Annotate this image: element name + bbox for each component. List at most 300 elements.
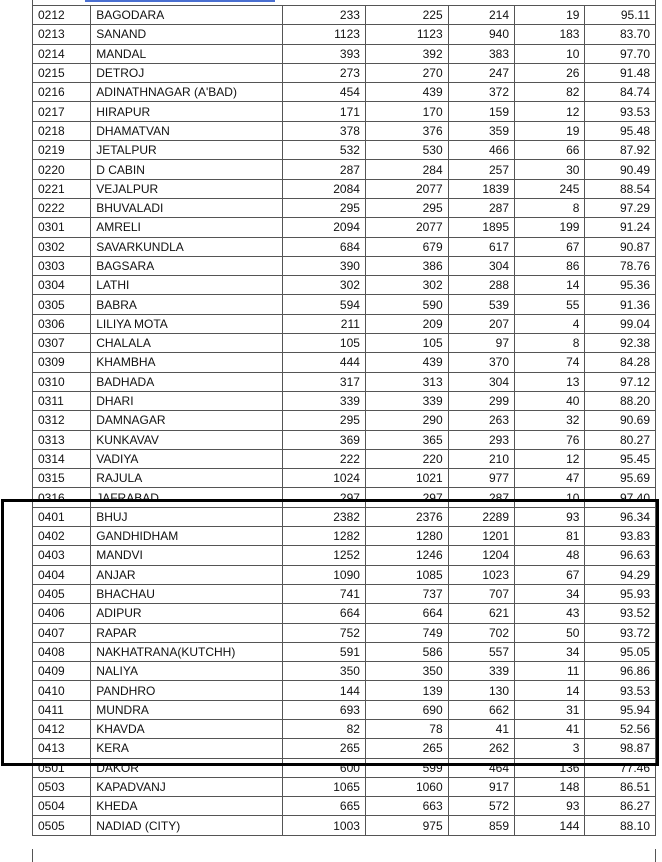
cell-code: 0413 xyxy=(33,739,91,758)
cell-name: KAPADVANJ xyxy=(91,777,283,796)
table-row xyxy=(33,25,656,44)
cell-code: 0505 xyxy=(33,816,91,835)
table-row xyxy=(33,719,656,738)
cell-code: 0315 xyxy=(33,469,91,488)
cell-v3: 1204 xyxy=(448,546,514,565)
cell-v2: 365 xyxy=(365,430,448,449)
cell-code: 0219 xyxy=(33,141,91,160)
cell-v2: 679 xyxy=(365,237,448,256)
cell-v4: 11 xyxy=(515,662,585,681)
cell-v5: 93.53 xyxy=(585,102,656,121)
cell-v3: 41 xyxy=(448,719,514,738)
cell-v1: 444 xyxy=(283,353,366,372)
cell-name: ADIPUR xyxy=(91,604,283,623)
cell-code: 0405 xyxy=(33,584,91,603)
cell-v3: 359 xyxy=(448,121,514,140)
cell-v5: 78.76 xyxy=(585,256,656,275)
cell-code: 0215 xyxy=(33,63,91,82)
cell-name: CHALALA xyxy=(91,334,283,353)
cell-v1: 211 xyxy=(283,314,366,333)
cell-v5: 90.87 xyxy=(585,237,656,256)
cell-v5: 93.53 xyxy=(585,681,656,700)
table-row xyxy=(33,700,656,719)
cell-name: DHARI xyxy=(91,391,283,410)
cell-v2: 297 xyxy=(365,488,448,507)
cell-code: 0222 xyxy=(33,198,91,217)
cell-v5: 95.05 xyxy=(585,642,656,661)
cell-v5: 86.51 xyxy=(585,777,656,796)
cell-v4: 86 xyxy=(515,256,585,275)
cell-v5: 99.04 xyxy=(585,314,656,333)
cell-name: KERA xyxy=(91,739,283,758)
cell-v3: 372 xyxy=(448,83,514,102)
cell-v5: 94.29 xyxy=(585,565,656,584)
table-row xyxy=(33,604,656,623)
cell-v4: 13 xyxy=(515,372,585,391)
table-row xyxy=(33,353,656,372)
cell-name: DAMNAGAR xyxy=(91,411,283,430)
table-row xyxy=(33,739,656,758)
cell-name: KHEDA xyxy=(91,797,283,816)
cell-v1: 295 xyxy=(283,411,366,430)
cell-v1: 339 xyxy=(283,391,366,410)
cell-v1: 233 xyxy=(283,6,366,25)
cell-v5: 86.27 xyxy=(585,797,656,816)
cell-name: BAGSARA xyxy=(91,256,283,275)
cell-code: 0412 xyxy=(33,719,91,738)
cell-v1: 600 xyxy=(283,758,366,777)
cell-code: 0214 xyxy=(33,44,91,63)
cell-v3: 859 xyxy=(448,816,514,835)
table-row xyxy=(33,758,656,777)
cell-v5: 77.46 xyxy=(585,758,656,777)
cell-v1: 265 xyxy=(283,739,366,758)
cell-name: BABRA xyxy=(91,295,283,314)
table-row xyxy=(33,63,656,82)
cell-v2: 530 xyxy=(365,141,448,160)
cell-v5: 95.69 xyxy=(585,469,656,488)
cell-name: LILIYA MOTA xyxy=(91,314,283,333)
cell-code: 0312 xyxy=(33,411,91,430)
cell-v4: 34 xyxy=(515,642,585,661)
cell-v4: 144 xyxy=(515,816,585,835)
cell-v5: 84.28 xyxy=(585,353,656,372)
cell-v1: 1003 xyxy=(283,816,366,835)
cell-v3: 1023 xyxy=(448,565,514,584)
cell-v1: 454 xyxy=(283,83,366,102)
cell-v5: 97.29 xyxy=(585,198,656,217)
cell-v5: 91.48 xyxy=(585,63,656,82)
table-row xyxy=(33,507,656,526)
cell-name: LATHI xyxy=(91,276,283,295)
cell-v3: 977 xyxy=(448,469,514,488)
table-row xyxy=(33,816,656,835)
cell-name: JETALPUR xyxy=(91,141,283,160)
table-row xyxy=(33,44,656,63)
cell-name: BAGODARA xyxy=(91,6,283,25)
cell-code: 0221 xyxy=(33,179,91,198)
cell-name: MUNDRA xyxy=(91,700,283,719)
cell-v2: 590 xyxy=(365,295,448,314)
cell-v5: 96.34 xyxy=(585,507,656,526)
cell-v5: 98.87 xyxy=(585,739,656,758)
cell-v1: 295 xyxy=(283,198,366,217)
table-row xyxy=(33,488,656,507)
cell-v3: 1839 xyxy=(448,179,514,198)
cell-v1: 752 xyxy=(283,623,366,642)
cell-v2: 1246 xyxy=(365,546,448,565)
cell-v2: 105 xyxy=(365,334,448,353)
cell-v3: 383 xyxy=(448,44,514,63)
cell-v1: 693 xyxy=(283,700,366,719)
cell-code: 0402 xyxy=(33,527,91,546)
table-row xyxy=(33,777,656,796)
cell-v1: 532 xyxy=(283,141,366,160)
cell-v5: 91.24 xyxy=(585,218,656,237)
cell-v1: 378 xyxy=(283,121,366,140)
cell-name: ADINATHNAGAR (A'BAD) xyxy=(91,83,283,102)
cell-code: 0310 xyxy=(33,372,91,391)
cell-v1: 222 xyxy=(283,449,366,468)
cell-code: 0401 xyxy=(33,507,91,526)
cell-v4: 31 xyxy=(515,700,585,719)
cell-v4: 48 xyxy=(515,546,585,565)
cell-v5: 96.63 xyxy=(585,546,656,565)
cell-name: DHAMATVAN xyxy=(91,121,283,140)
cell-v3: 707 xyxy=(448,584,514,603)
table-row xyxy=(33,160,656,179)
table-row xyxy=(33,102,656,121)
cell-v2: 376 xyxy=(365,121,448,140)
table-row xyxy=(33,121,656,140)
cell-v5: 97.70 xyxy=(585,44,656,63)
table-row xyxy=(33,141,656,160)
cell-v4: 10 xyxy=(515,44,585,63)
table-body xyxy=(33,6,656,836)
cell-v2: 599 xyxy=(365,758,448,777)
cell-name: MANDAL xyxy=(91,44,283,63)
cell-code: 0216 xyxy=(33,83,91,102)
cell-v3: 702 xyxy=(448,623,514,642)
cell-name: AMRELI xyxy=(91,218,283,237)
table-row xyxy=(33,469,656,488)
cell-name: NADIAD (CITY) xyxy=(91,816,283,835)
cell-v2: 386 xyxy=(365,256,448,275)
cell-v2: 265 xyxy=(365,739,448,758)
cell-v1: 297 xyxy=(283,488,366,507)
table-row xyxy=(33,546,656,565)
cell-code: 0410 xyxy=(33,681,91,700)
table-row xyxy=(33,584,656,603)
cell-v3: 304 xyxy=(448,256,514,275)
cell-v4: 41 xyxy=(515,719,585,738)
cell-v1: 1090 xyxy=(283,565,366,584)
cell-code: 0316 xyxy=(33,488,91,507)
cell-name: DETROJ xyxy=(91,63,283,82)
cell-v2: 663 xyxy=(365,797,448,816)
cell-v3: 466 xyxy=(448,141,514,160)
table-row xyxy=(33,391,656,410)
cell-v4: 199 xyxy=(515,218,585,237)
header-color-strip xyxy=(85,0,275,2)
cell-v1: 393 xyxy=(283,44,366,63)
cell-v3: 617 xyxy=(448,237,514,256)
cell-v3: 917 xyxy=(448,777,514,796)
cell-code: 0306 xyxy=(33,314,91,333)
cell-code: 0314 xyxy=(33,449,91,468)
cell-v4: 12 xyxy=(515,449,585,468)
cell-v4: 32 xyxy=(515,411,585,430)
cell-v4: 8 xyxy=(515,198,585,217)
cell-v4: 34 xyxy=(515,584,585,603)
cell-name: ANJAR xyxy=(91,565,283,584)
cell-v4: 148 xyxy=(515,777,585,796)
table-row xyxy=(33,198,656,217)
cell-v1: 2094 xyxy=(283,218,366,237)
cell-v4: 30 xyxy=(515,160,585,179)
cell-name: BHACHAU xyxy=(91,584,283,603)
table-row xyxy=(33,6,656,25)
cell-v1: 82 xyxy=(283,719,366,738)
cell-v3: 940 xyxy=(448,25,514,44)
cell-v4: 93 xyxy=(515,507,585,526)
cell-v3: 263 xyxy=(448,411,514,430)
cell-v1: 144 xyxy=(283,681,366,700)
cell-name: KUNKAVAV xyxy=(91,430,283,449)
cell-name: RAPAR xyxy=(91,623,283,642)
cell-v5: 83.70 xyxy=(585,25,656,44)
cell-v3: 288 xyxy=(448,276,514,295)
cell-v2: 737 xyxy=(365,584,448,603)
cell-v4: 76 xyxy=(515,430,585,449)
cell-v5: 92.38 xyxy=(585,334,656,353)
cell-v4: 47 xyxy=(515,469,585,488)
cell-v4: 82 xyxy=(515,83,585,102)
cell-code: 0311 xyxy=(33,391,91,410)
cell-v1: 287 xyxy=(283,160,366,179)
cell-v1: 390 xyxy=(283,256,366,275)
cell-name: NAKHATRANA(KUTCHH) xyxy=(91,642,283,661)
cell-v4: 10 xyxy=(515,488,585,507)
cell-v2: 1021 xyxy=(365,469,448,488)
cell-code: 0313 xyxy=(33,430,91,449)
cell-v4: 12 xyxy=(515,102,585,121)
cell-v4: 50 xyxy=(515,623,585,642)
cell-code: 0302 xyxy=(33,237,91,256)
cell-name: SAVARKUNDLA xyxy=(91,237,283,256)
cell-code: 0408 xyxy=(33,642,91,661)
table-row xyxy=(33,623,656,642)
cell-v1: 171 xyxy=(283,102,366,121)
cell-v5: 97.40 xyxy=(585,488,656,507)
cell-v2: 170 xyxy=(365,102,448,121)
cell-v5: 88.54 xyxy=(585,179,656,198)
results-table xyxy=(32,5,656,836)
cell-v5: 91.36 xyxy=(585,295,656,314)
cell-name: RAJULA xyxy=(91,469,283,488)
cell-v3: 464 xyxy=(448,758,514,777)
cell-v5: 93.52 xyxy=(585,604,656,623)
table-row xyxy=(33,411,656,430)
cell-v3: 1201 xyxy=(448,527,514,546)
cell-name: KHAMBHA xyxy=(91,353,283,372)
cell-name: BADHADA xyxy=(91,372,283,391)
cell-v3: 207 xyxy=(448,314,514,333)
cell-v1: 1252 xyxy=(283,546,366,565)
cell-v4: 81 xyxy=(515,527,585,546)
cell-v5: 95.48 xyxy=(585,121,656,140)
cell-v2: 209 xyxy=(365,314,448,333)
cell-v3: 293 xyxy=(448,430,514,449)
cell-v3: 370 xyxy=(448,353,514,372)
cell-code: 0301 xyxy=(33,218,91,237)
cell-v4: 183 xyxy=(515,25,585,44)
table-row xyxy=(33,372,656,391)
cell-v5: 95.94 xyxy=(585,700,656,719)
cell-v3: 214 xyxy=(448,6,514,25)
cell-v3: 299 xyxy=(448,391,514,410)
cell-name: DAKOR xyxy=(91,758,283,777)
cell-name: BHUJ xyxy=(91,507,283,526)
cell-code: 0503 xyxy=(33,777,91,796)
cell-v5: 84.74 xyxy=(585,83,656,102)
cell-name: VADIYA xyxy=(91,449,283,468)
cell-v1: 594 xyxy=(283,295,366,314)
cell-v3: 557 xyxy=(448,642,514,661)
table-row xyxy=(33,430,656,449)
cell-v5: 93.83 xyxy=(585,527,656,546)
cell-v2: 2077 xyxy=(365,218,448,237)
cell-v1: 105 xyxy=(283,334,366,353)
cell-v3: 257 xyxy=(448,160,514,179)
cell-v5: 90.49 xyxy=(585,160,656,179)
cell-v2: 690 xyxy=(365,700,448,719)
cell-v3: 621 xyxy=(448,604,514,623)
cell-code: 0304 xyxy=(33,276,91,295)
cell-code: 0501 xyxy=(33,758,91,777)
table-row xyxy=(33,295,656,314)
table-row xyxy=(33,276,656,295)
cell-code: 0213 xyxy=(33,25,91,44)
cell-v1: 664 xyxy=(283,604,366,623)
cell-code: 0217 xyxy=(33,102,91,121)
cell-v5: 93.72 xyxy=(585,623,656,642)
cell-code: 0305 xyxy=(33,295,91,314)
cell-v4: 14 xyxy=(515,276,585,295)
cell-name: GANDHIDHAM xyxy=(91,527,283,546)
cell-v5: 87.92 xyxy=(585,141,656,160)
cell-v3: 287 xyxy=(448,488,514,507)
cell-v2: 2077 xyxy=(365,179,448,198)
cell-v4: 67 xyxy=(515,565,585,584)
cell-v3: 1895 xyxy=(448,218,514,237)
cell-v1: 665 xyxy=(283,797,366,816)
cell-v1: 350 xyxy=(283,662,366,681)
cell-v3: 247 xyxy=(448,63,514,82)
cell-v2: 302 xyxy=(365,276,448,295)
cell-v3: 159 xyxy=(448,102,514,121)
cell-v5: 96.86 xyxy=(585,662,656,681)
cell-v3: 210 xyxy=(448,449,514,468)
cell-code: 0403 xyxy=(33,546,91,565)
cell-v1: 273 xyxy=(283,63,366,82)
cell-v1: 591 xyxy=(283,642,366,661)
cell-v2: 220 xyxy=(365,449,448,468)
cell-v2: 290 xyxy=(365,411,448,430)
table-row xyxy=(33,237,656,256)
cell-code: 0404 xyxy=(33,565,91,584)
cell-v3: 339 xyxy=(448,662,514,681)
cell-name: BHUVALADI xyxy=(91,198,283,217)
table-row xyxy=(33,314,656,333)
cell-name: JAFRABAD xyxy=(91,488,283,507)
cell-v3: 287 xyxy=(448,198,514,217)
cell-v2: 1085 xyxy=(365,565,448,584)
cell-v4: 4 xyxy=(515,314,585,333)
cell-v2: 2376 xyxy=(365,507,448,526)
cell-v5: 95.36 xyxy=(585,276,656,295)
cell-v4: 19 xyxy=(515,121,585,140)
cell-v1: 1123 xyxy=(283,25,366,44)
cell-v2: 350 xyxy=(365,662,448,681)
table-row xyxy=(33,334,656,353)
cell-code: 0212 xyxy=(33,6,91,25)
cell-v5: 95.45 xyxy=(585,449,656,468)
cell-name: KHAVDA xyxy=(91,719,283,738)
cell-v4: 66 xyxy=(515,141,585,160)
cell-v2: 139 xyxy=(365,681,448,700)
cell-code: 0303 xyxy=(33,256,91,275)
cell-v1: 684 xyxy=(283,237,366,256)
cell-v4: 67 xyxy=(515,237,585,256)
cell-v2: 439 xyxy=(365,353,448,372)
cell-v1: 1282 xyxy=(283,527,366,546)
table-row xyxy=(33,449,656,468)
cell-v2: 225 xyxy=(365,6,448,25)
cell-v4: 136 xyxy=(515,758,585,777)
cell-v1: 2084 xyxy=(283,179,366,198)
cell-name: D CABIN xyxy=(91,160,283,179)
cell-v3: 130 xyxy=(448,681,514,700)
cell-name: SANAND xyxy=(91,25,283,44)
cell-v5: 80.27 xyxy=(585,430,656,449)
cell-code: 0504 xyxy=(33,797,91,816)
table-row xyxy=(33,83,656,102)
cell-v4: 14 xyxy=(515,681,585,700)
table-row xyxy=(33,681,656,700)
table-bottom-edge xyxy=(32,849,656,862)
cell-v1: 369 xyxy=(283,430,366,449)
table-row xyxy=(33,565,656,584)
cell-v3: 2289 xyxy=(448,507,514,526)
cell-v3: 572 xyxy=(448,797,514,816)
cell-v4: 93 xyxy=(515,797,585,816)
cell-v1: 2382 xyxy=(283,507,366,526)
cell-v2: 339 xyxy=(365,391,448,410)
cell-v2: 664 xyxy=(365,604,448,623)
cell-v3: 97 xyxy=(448,334,514,353)
cell-v1: 317 xyxy=(283,372,366,391)
cell-v2: 284 xyxy=(365,160,448,179)
cell-v3: 662 xyxy=(448,700,514,719)
cell-v4: 74 xyxy=(515,353,585,372)
cell-v4: 19 xyxy=(515,6,585,25)
cell-v3: 304 xyxy=(448,372,514,391)
cell-v2: 975 xyxy=(365,816,448,835)
cell-code: 0307 xyxy=(33,334,91,353)
cell-code: 0218 xyxy=(33,121,91,140)
table-row xyxy=(33,642,656,661)
